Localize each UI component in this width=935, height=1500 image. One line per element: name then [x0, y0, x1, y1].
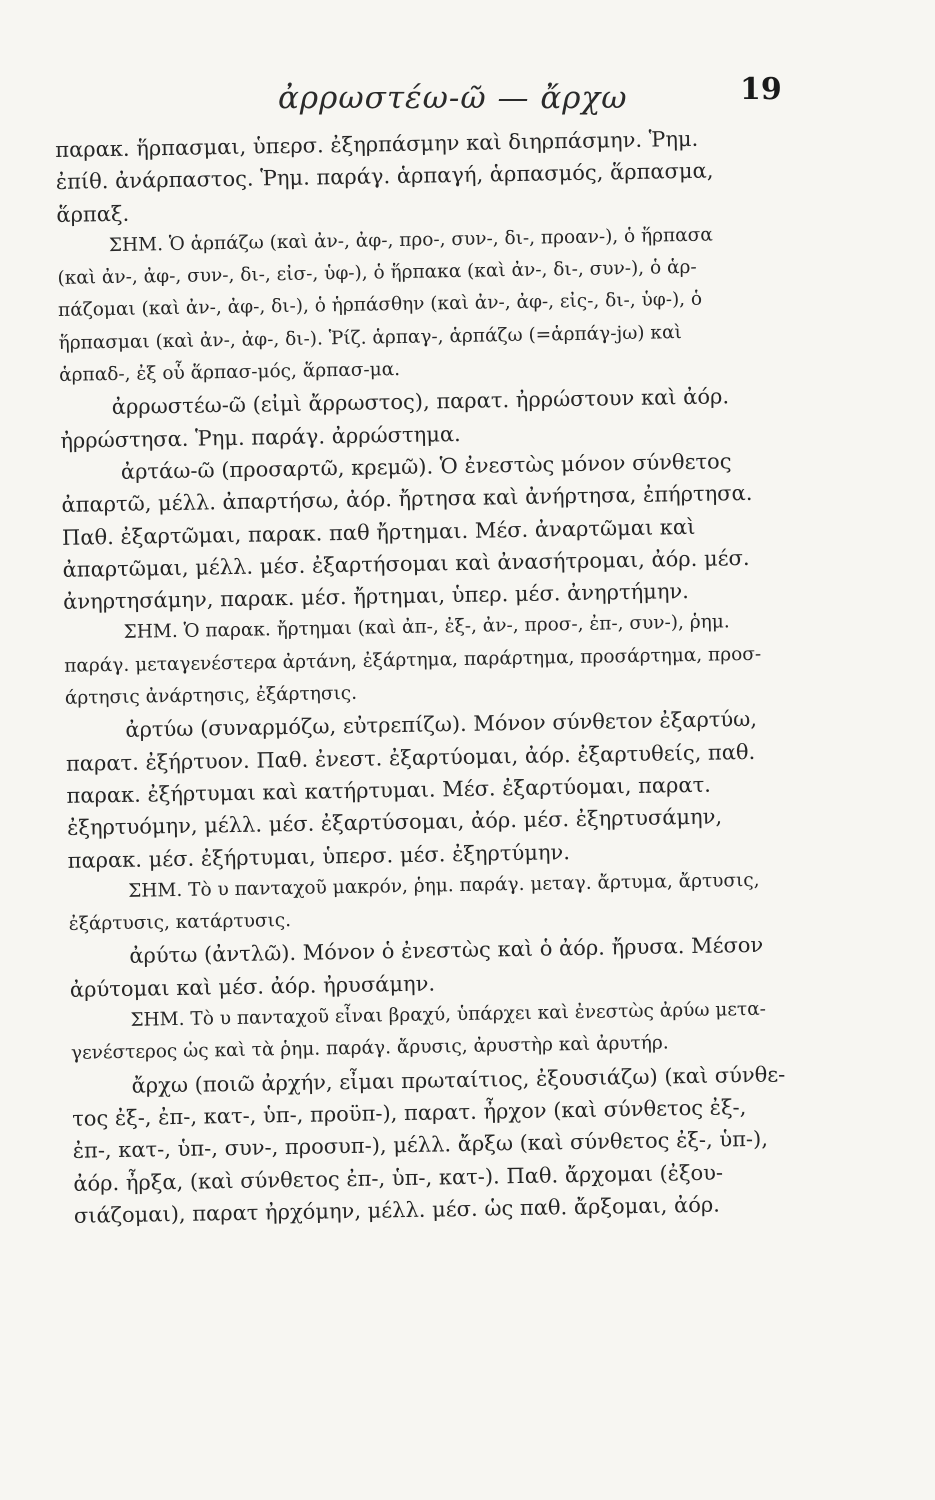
- note-line: (καὶ ἀν-, ἀφ-, συν-, δι-, εἰσ-, ὑφ-), ὁ ἥρπακα (καὶ ἀν-, δι-, συν-), ὁ ἁρ-: [57, 257, 697, 290]
- note-line: ΣΗΜ. Τὸ υ πανταχοῦ εἶναι βραχύ, ὑπάρχει καὶ ἐνεστὼς ἀρύω μετα-: [130, 998, 767, 1031]
- note-line: παράγ. μεταγενέστερα ἀρτάνη, ἐξάρτημα, παράρτημα, προσάρτημα, προσ-: [64, 643, 762, 677]
- entry-headword-line: ἀρτύω (συναρμόζω, εὐτρεπίζω). Μόνον σύνθετον ἐξαρτύω,: [125, 707, 758, 743]
- body-text: [55, 120, 854, 1232]
- text-line: ἅρπαξ.: [56, 201, 130, 227]
- note-line: πάζομαι (καὶ ἀν-, ἀφ-, δι-), ὁ ἡρπάσθην (καὶ ἀν-, ἀφ-, εἰς-, δι-, ὑφ-), ὁ: [57, 289, 703, 322]
- text-line: παρατ. ἐξήρτυον. Παθ. ἐνεστ. ἐξαρτύομαι, ἀόρ. ἐξαρτυθείς, παθ.: [65, 739, 756, 776]
- text-line: ἀπαρτῶ, μέλλ. ἀπαρτήσω, ἀόρ. ἤρτησα καὶ ἀνήρτησα, ἐπήρτησα.: [61, 481, 753, 518]
- note-line: ΣΗΜ. Ὁ ἁρπάζω (καὶ ἀν-, ἀφ-, προ-, συν-, δι-, προαν-), ὁ ἥρπασα: [108, 224, 713, 256]
- text-line: ἀπαρτῶμαι, μέλλ. μέσ. ἐξαρτήσομαι καὶ ἀνασήτρομαι, ἀόρ. μέσ.: [62, 545, 750, 582]
- note-line: γενέστερος ὡς καὶ τὰ ῥημ. παράγ. ἄρυσις, ἀρυστὴρ καὶ ἀρυτήρ.: [70, 1032, 669, 1065]
- text-line: σιάζομαι), παρατ ἠρχόμην, μέλλ. μέσ. ὡς παθ. ἄρξομαι, ἀόρ.: [73, 1192, 721, 1228]
- note-line: ἥρπασμαι (καὶ ἀν-, ἀφ-, δι-). Ῥίζ. ἁρπαγ-, ἁρπάζω (=ἁρπάγ-jω) καὶ: [58, 321, 682, 354]
- text-line: ἐξηρτυόμην, μέλλ. μέσ. ἐξαρτύσομαι, ἀόρ. μέσ. ἐξηρτυσάμην,: [66, 804, 723, 841]
- running-head-title: ἀρρωστέω-ῶ — ἄρχω: [278, 80, 628, 116]
- text-line: παρακ. ἥρπασμαι, ὑπερσ. ἐξηρπάσμην καὶ διηρπάσμην. Ῥημ.: [55, 126, 699, 162]
- entry-headword-line: ἀρύτω (ἀντλῶ). Μόνον ὁ ἐνεστὼς καὶ ὁ ἀόρ. ἤρυσα. Μέσον: [129, 933, 764, 969]
- text-line: ἐπ-, κατ-, ὑπ-, συν-, προσυπ-), μέλλ. ἄρξω (καὶ σύνθετος ἐξ-, ὑπ-),: [72, 1126, 769, 1164]
- text-line: Παθ. ἐξαρτῶμαι, παρακ. παθ ἤρτημαι. Μέσ. ἀναρτῶμαι καὶ: [61, 514, 696, 550]
- text-line: ἠρρώστησα. Ῥημ. παράγ. ἀρρώστημα.: [60, 421, 461, 453]
- entry-headword-line: ἀρτάω-ῶ (προσαρτῶ, κρεμῶ). Ὁ ἐνεστὼς μόνον σύνθετος: [120, 449, 732, 484]
- running-head: [0, 72, 935, 120]
- note-line: ΣΗΜ. Τὸ υ πανταχοῦ μακρόν, ῥημ. παράγ. μεταγ. ἄρτυμα, ἄρτυσις,: [128, 869, 760, 902]
- note-line: ἁρπαδ-, ἐξ οὗ ἅρπασ-μός, ἅρπασ-μα.: [59, 359, 401, 387]
- note-line: άρτησις ἀνάρτησις, ἐξάρτησις.: [64, 682, 358, 709]
- note-line: ἐξάρτυσις, κατάρτυσις.: [68, 910, 292, 936]
- entry-headword-line: ἀρρωστέω-ῶ (εἰμὶ ἄρρωστος), παρατ. ἠρρώστουν καὶ ἀόρ.: [111, 384, 730, 420]
- text-line: ἀνηρτησάμην, παρακ. μέσ. ἤρτημαι, ὑπερ. μέσ. ἀνηρτήμην.: [62, 579, 690, 615]
- text-line: ἀόρ. ἦρξα, (καὶ σύνθετος ἐπ-, ὑπ-, κατ-). Παθ. ἄρχομαι (ἐξου-: [73, 1160, 724, 1196]
- text-line: ἐπίθ. ἀνάρπαστος. Ῥημ. παράγ. ἁρπαγή, ἁρπασμός, ἅρπασμα,: [55, 158, 714, 195]
- text-line: παρακ. ἐξήρτυμαι καὶ κατήρτυμαι. Μέσ. ἐξαρτύομαι, παρατ.: [66, 772, 712, 808]
- text-line: παρακ. μέσ. ἐξήρτυμαι, ὑπερσ. μέσ. ἐξηρτύμην.: [67, 839, 571, 873]
- note-line: ΣΗΜ. Ὁ παρακ. ἤρτημαι (καὶ ἀπ-, ἐξ-, ἀν-, προσ-, ἐπ-, συν-), ῥημ.: [123, 611, 730, 644]
- page-number: 19: [740, 72, 782, 107]
- text-line: ἀρύτομαι καὶ μέσ. ἀόρ. ἠρυσάμην.: [69, 971, 436, 1002]
- text-line: τος ἐξ-, ἐπ-, κατ-, ὑπ-, προϋπ-), παρατ. ἦρχον (καὶ σύνθετος ἐξ-,: [71, 1094, 747, 1131]
- entry-headword-line: ἄρχω (ποιῶ ἀρχήν, εἶμαι πρωταίτιος, ἐξουσιάζω) (καὶ σύνθε-: [131, 1062, 786, 1098]
